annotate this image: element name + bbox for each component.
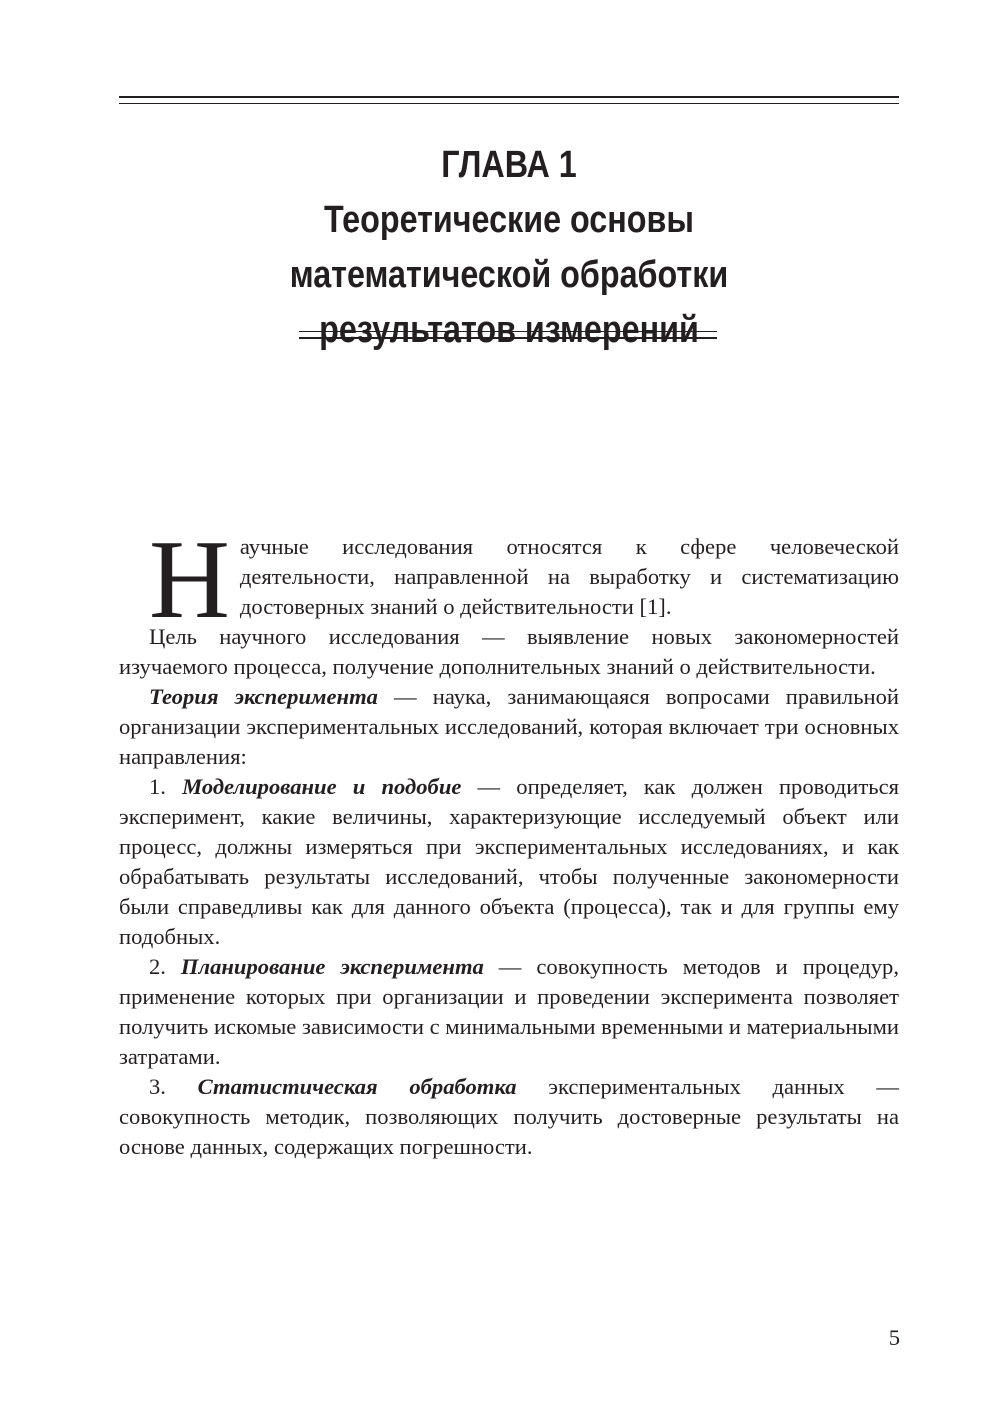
chapter-title-line-3: результатов измерений <box>319 309 699 351</box>
chapter-title-line-2: математической обработки <box>289 254 729 296</box>
paragraph-theory-text: — наука, занимающаяся вопросами правильной организации экспериментальных исследований, которая включает три основных направления: <box>119 684 899 769</box>
list-item-3 <box>119 1072 899 1162</box>
term-planning: Планирование эксперимента <box>180 954 484 979</box>
chapter-heading <box>178 138 841 358</box>
paragraph-intro <box>119 518 899 642</box>
chapter-label: ГЛАВА 1 <box>441 144 577 186</box>
paragraph-intro-text: аучные исследования относятся к сфере человеческой деятельности, направленной на выработку и систематизацию достоверных знаний о действительности [1]. <box>239 534 899 619</box>
body-text <box>119 518 899 1162</box>
page-number: 5 <box>888 1325 900 1350</box>
list-item-1-text: — определяет, как должен проводиться эксперимент, какие величины, характеризующие исследуемый объект или процесс, должны измеряться при экспериментальных исследованиях, и как обрабатывать результаты исследований, чтобы полученные закономерности были справедливы как для данного объекта (процесса), так и для группы ему подобных. <box>119 774 899 949</box>
drop-cap: Н <box>149 518 230 642</box>
list-item-3-number: 3. <box>149 1074 198 1099</box>
list-item-2 <box>119 952 899 1072</box>
list-item-2-text: — совокупность методов и процедур, применение которых при организации и проведении эксперимента позволяет получить искомые зависимости с минимальными временными и материальными затратами. <box>119 954 899 1069</box>
paragraph-theory <box>119 682 899 772</box>
list-item-2-number: 2. <box>149 954 181 979</box>
top-double-rule <box>119 96 899 104</box>
list-item-1-number: 1. <box>149 774 183 799</box>
term-modeling: Моделирование и подобие <box>182 774 462 799</box>
list-item-3-text: экспериментальных данных — совокупность методик, позволяющих получить достоверные результаты на основе данных, содержащих погрешности. <box>119 1074 899 1159</box>
paragraph-goal: Цель научного исследования — выявление новых закономерностей изучаемого процесса, получение дополнительных знаний о действительности. <box>119 624 899 679</box>
list-item-1 <box>119 772 899 952</box>
term-statistics: Статистическая обработка <box>197 1074 517 1099</box>
term-theory: Теория эксперимента <box>149 684 378 709</box>
title-double-rule <box>299 331 717 339</box>
chapter-title-line-1: Теоретические основы <box>324 199 694 241</box>
